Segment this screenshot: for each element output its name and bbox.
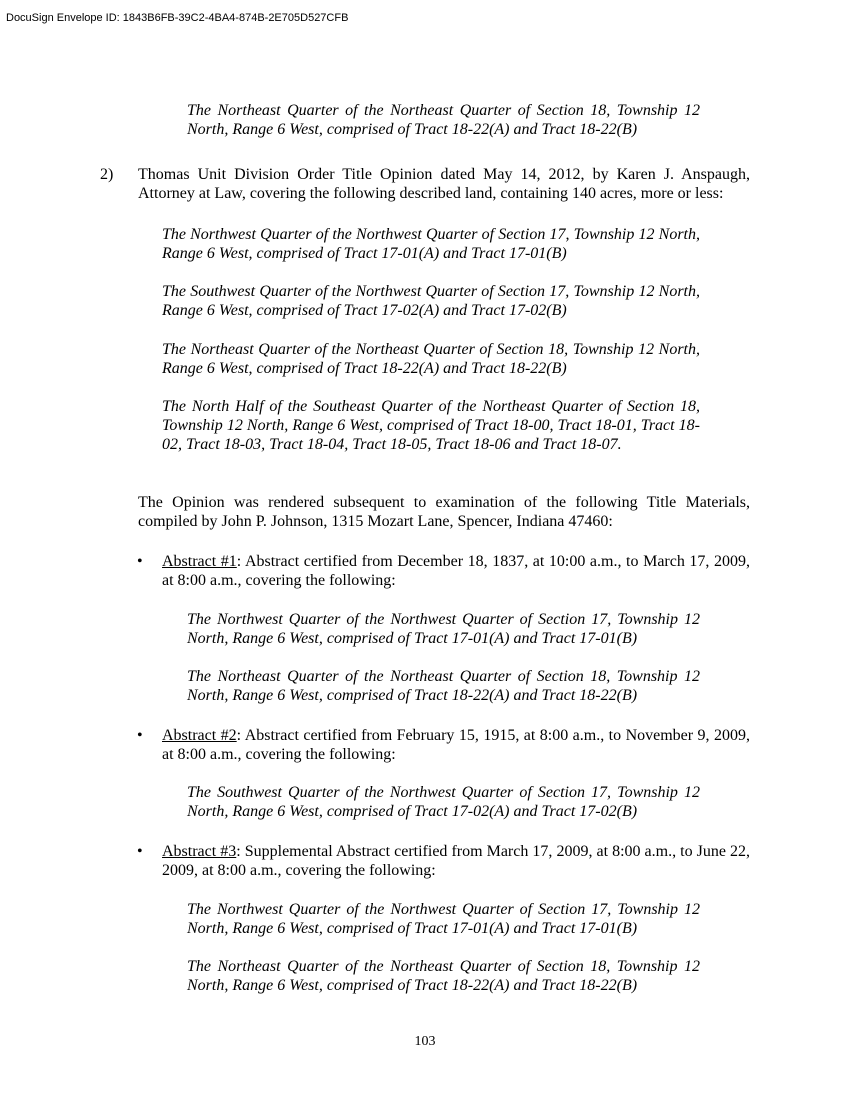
- docusign-envelope-id: DocuSign Envelope ID: 1843B6FB-39C2-4BA4-874B-2E705D527CFB: [6, 12, 349, 24]
- abstract-1-label: Abstract #1: [162, 553, 237, 570]
- land-description: The North Half of the Southeast Quarter of the Northeast Quarter of Section 18, Township 12 North, Range 6 West, comprised of Tract 18-00, Tract 18-01, Tract 18-02, Tract 18-03, Tract 18-04, Tract 18-05, Tract 18-06 and Tract 18-07.: [162, 398, 700, 453]
- page-number: 103: [414, 1034, 436, 1049]
- item-2-intro: Thomas Unit Division Order Title Opinion dated May 14, 2012, by Karen J. Anspaugh, Attorney at Law, covering the following described land, containing 140 acres, more or less:: [138, 166, 750, 202]
- item-number-2: 2): [100, 166, 114, 183]
- top-land-description: The Northeast Quarter of the Northeast Quarter of Section 18, Township 12 North, Range 6 West, comprised of Tract 18-22(A) and Tract 18-22(B): [187, 102, 700, 138]
- bullet-icon: •: [137, 553, 143, 570]
- land-description: The Southwest Quarter of the Northwest Quarter of Section 17, Township 12 North, Range 6 West, comprised of Tract 17-02(A) and Tract 17-02(B): [187, 784, 700, 820]
- abstract-3-text: : Supplemental Abstract certified from March 17, 2009, at 8:00 a.m., to June 22, 2009, at 8:00 a.m., covering the following:: [162, 843, 751, 879]
- bullet-icon: •: [137, 727, 143, 744]
- land-description: The Northwest Quarter of the Northwest Quarter of Section 17, Township 12 North, Range 6 West, comprised of Tract 17-01(A) and Tract 17-01(B): [162, 226, 700, 262]
- abstract-2-text: : Abstract certified from February 15, 1915, at 8:00 a.m., to November 9, 2009, at 8:00 a.m., covering the following:: [162, 727, 751, 763]
- abstract-3-label: Abstract #3: [162, 843, 237, 860]
- land-description: The Northwest Quarter of the Northwest Quarter of Section 17, Township 12 North, Range 6 West, comprised of Tract 17-01(A) and Tract 17-01(B): [187, 901, 700, 937]
- land-description: The Northwest Quarter of the Northwest Quarter of Section 17, Township 12 North, Range 6 West, comprised of Tract 17-01(A) and Tract 17-01(B): [187, 611, 700, 647]
- bullet-icon: •: [137, 843, 143, 860]
- opinion-paragraph: The Opinion was rendered subsequent to examination of the following Title Materials, compiled by John P. Johnson, 1315 Mozart Lane, Spencer, Indiana 47460:: [138, 494, 750, 530]
- abstract-2-paragraph: [162, 726, 750, 764]
- land-description: The Northeast Quarter of the Northeast Quarter of Section 18, Township 12 North, Range 6 West, comprised of Tract 18-22(A) and Tract 18-22(B): [187, 958, 700, 994]
- abstract-1-text: : Abstract certified from December 18, 1837, at 10:00 a.m., to March 17, 2009, at 8:00 a.m., covering the following:: [162, 553, 751, 589]
- abstract-2-label: Abstract #2: [162, 727, 237, 744]
- land-description: The Northeast Quarter of the Northeast Quarter of Section 18, Township 12 North, Range 6 West, comprised of Tract 18-22(A) and Tract 18-22(B): [187, 668, 700, 704]
- abstract-1-paragraph: [162, 552, 750, 590]
- land-description: The Northeast Quarter of the Northeast Quarter of Section 18, Township 12 North, Range 6 West, comprised of Tract 18-22(A) and Tract 18-22(B): [162, 341, 700, 377]
- abstract-3-paragraph: [162, 842, 750, 880]
- land-description: The Southwest Quarter of the Northwest Quarter of Section 17, Township 12 North, Range 6 West, comprised of Tract 17-02(A) and Tract 17-02(B): [162, 283, 700, 319]
